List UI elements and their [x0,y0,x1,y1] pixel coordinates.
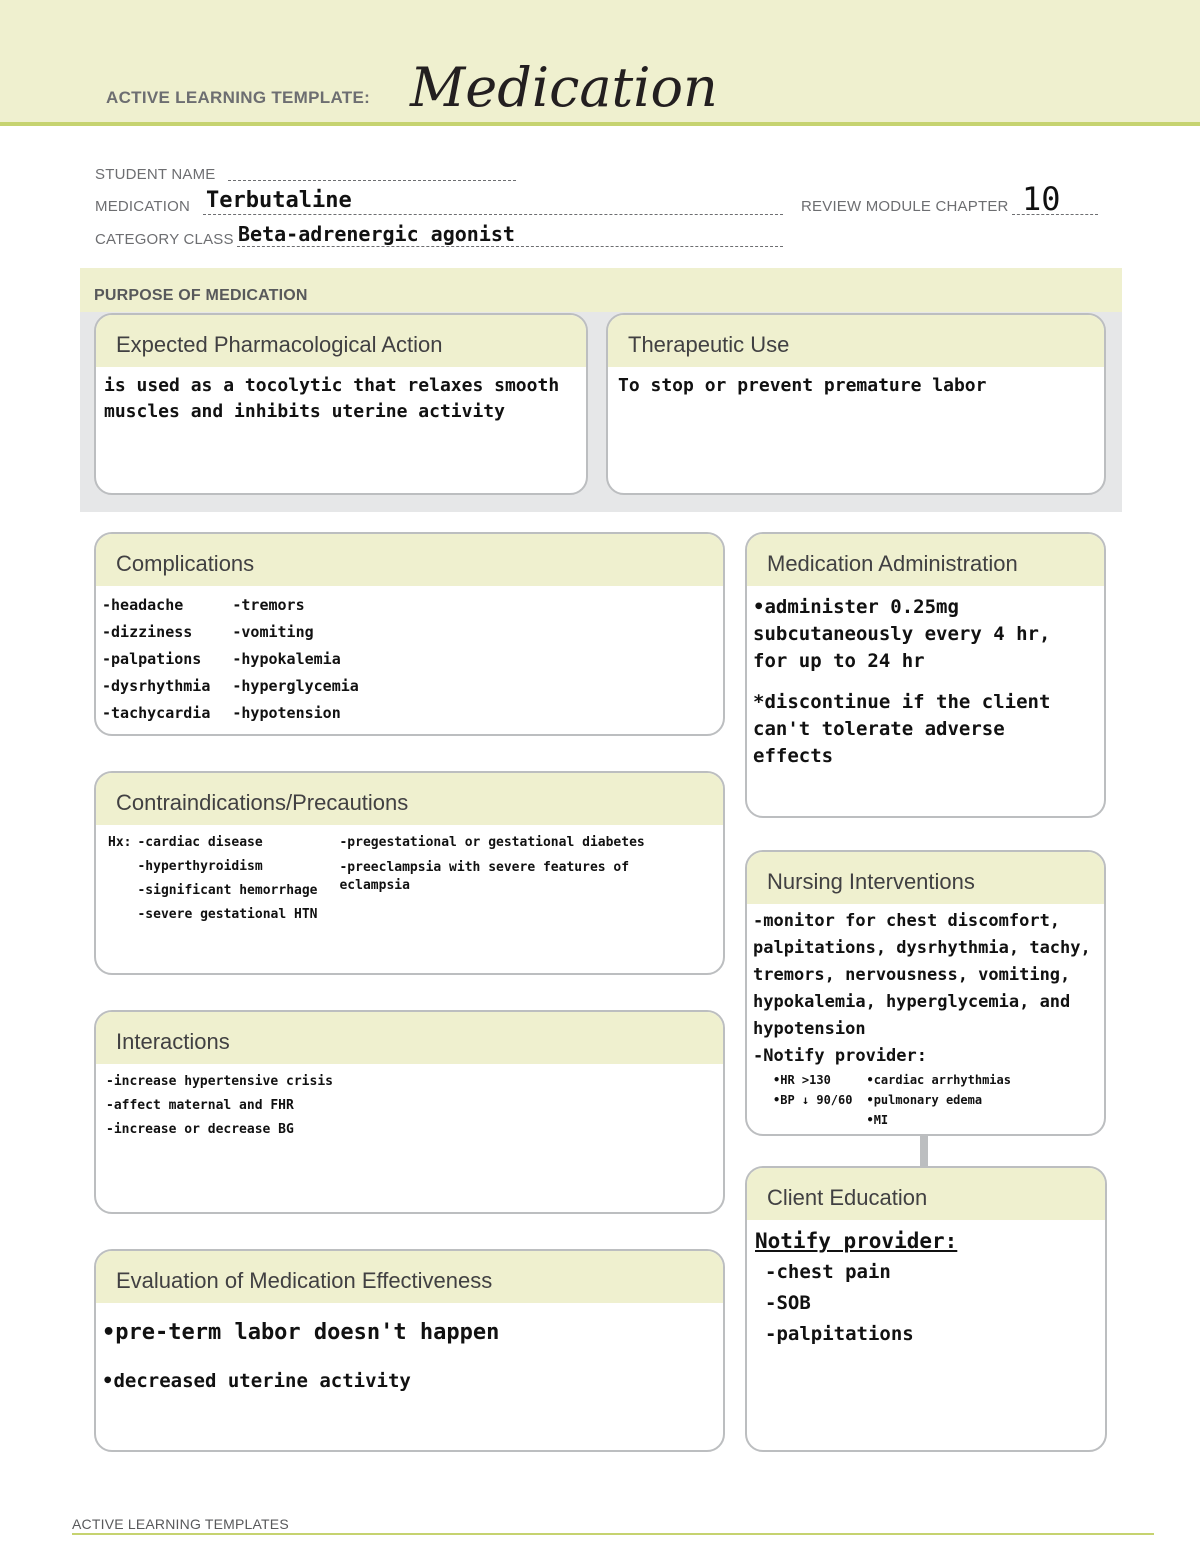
category-class-label: CATEGORY CLASS [95,231,234,248]
template-label: ACTIVE LEARNING TEMPLATE: [106,88,371,107]
therapeutic-use-text: To stop or prevent premature labor [618,375,987,396]
list-item: -increase or decrease BG [106,1122,294,1137]
nursing-interventions-title: Nursing Interventions [747,852,1104,904]
footer-divider [72,1533,1154,1535]
nursing-interventions-content [747,904,1104,1130]
list-item: •BP ↓ 90/60 [773,1093,853,1107]
list-item: -tremors [232,596,305,614]
notify-column-2 [866,1070,1011,1130]
interactions-box [94,1010,725,1214]
expected-action-box [94,313,588,495]
list-item: -palpitations [765,1323,914,1345]
history-prefix: Hx: [108,835,132,850]
medication-label: MEDICATION [95,198,191,215]
review-module-value[interactable]: 10 [1022,180,1061,218]
list-item: •pre-term labor doesn't happen [102,1320,500,1345]
list-item: •HR >130 [773,1073,831,1087]
list-item: -pregestational or gestational diabetes [339,835,645,850]
student-name-label: STUDENT NAME [95,166,216,183]
medication-line [203,214,783,215]
complications-column-2 [232,592,358,727]
list-item: -dizziness [102,623,193,641]
interactions-title: Interactions [96,1012,723,1064]
notify-column-1 [773,1070,852,1130]
list-item: -hypotension [232,704,341,722]
list-item: -preeclampsia with severe features of eclampsia [339,860,630,893]
list-item: •administer 0.25mg subcutaneously every 4 hr, for up to 24 hr [753,596,1051,672]
nursing-interventions-text: -monitor for chest discomfort, palpitations, dysrhythmia, tachy, tremors, nervousness, vomiting, hypokalemia, hyperglycemia, and hypotension [753,911,1091,1039]
client-education-heading: Notify provider: [755,1229,958,1253]
medication-administration-list [747,586,1104,770]
list-item: -SOB [765,1292,811,1314]
notify-provider-list [753,1070,1094,1130]
evaluation-list [96,1303,723,1405]
section-connector [920,1136,928,1166]
contraindications-list [96,825,723,927]
review-module-label: REVIEW MODULE CHAPTER [801,198,1009,215]
list-item: -palpations [102,650,202,668]
complications-title: Complications [96,534,723,586]
list-item: -severe gestational HTN [137,907,318,922]
list-item: -increase hypertensive crisis [106,1074,333,1089]
notify-provider-label: -Notify provider: [753,1046,927,1066]
client-education-title: Client Education [747,1168,1105,1220]
list-item: •MI [866,1113,889,1127]
contraindications-column-2 [339,831,679,927]
list-item: -tachycardia [102,704,211,722]
interactions-list [96,1064,723,1142]
contraindications-box [94,771,725,975]
evaluation-title: Evaluation of Medication Effectiveness [96,1251,723,1303]
student-name-line [228,180,516,181]
category-class-value[interactable]: Beta-adrenergic agonist [238,222,515,246]
list-item: •pulmonary edema [866,1093,983,1107]
list-item: •decreased uterine activity [102,1370,411,1392]
complications-box [94,532,725,736]
medication-value[interactable]: Terbutaline [206,188,352,213]
list-item: -hyperglycemia [232,677,359,695]
header-divider [0,122,1200,126]
complications-column-1 [102,592,210,727]
contraindications-title: Contraindications/Precautions [96,773,723,825]
page-title: Medication [410,56,718,119]
footer-label: ACTIVE LEARNING TEMPLATES [72,1516,289,1532]
contraindications-column-1 [137,831,333,927]
list-item: -hypokalemia [232,650,341,668]
evaluation-box [94,1249,725,1452]
complications-list [96,586,723,727]
list-item: -chest pain [765,1261,891,1283]
list-item: -affect maternal and FHR [106,1098,294,1113]
list-item: -dysrhythmia [102,677,211,695]
therapeutic-use-box [606,313,1106,495]
list-item: *discontinue if the client can't tolerate adverse effects [753,691,1051,767]
list-item: -headache [102,596,184,614]
list-item: -hyperthyroidism [137,859,263,874]
purpose-heading: PURPOSE OF MEDICATION [94,287,308,304]
client-education-box [745,1166,1107,1452]
expected-action-text: is used as a tocolytic that relaxes smooth muscles and inhibits uterine activity [104,375,560,422]
therapeutic-use-title: Therapeutic Use [608,315,1104,367]
list-item: -significant hemorrhage [137,883,318,898]
expected-action-title: Expected Pharmacological Action [96,315,586,367]
medication-administration-title: Medication Administration [747,534,1104,586]
list-item: -cardiac disease [137,835,263,850]
list-item: •cardiac arrhythmias [866,1073,1011,1087]
client-education-list [747,1220,1105,1350]
category-class-line [237,246,783,247]
nursing-interventions-box [745,850,1106,1136]
medication-administration-box [745,532,1106,818]
list-item: -vomiting [232,623,314,641]
